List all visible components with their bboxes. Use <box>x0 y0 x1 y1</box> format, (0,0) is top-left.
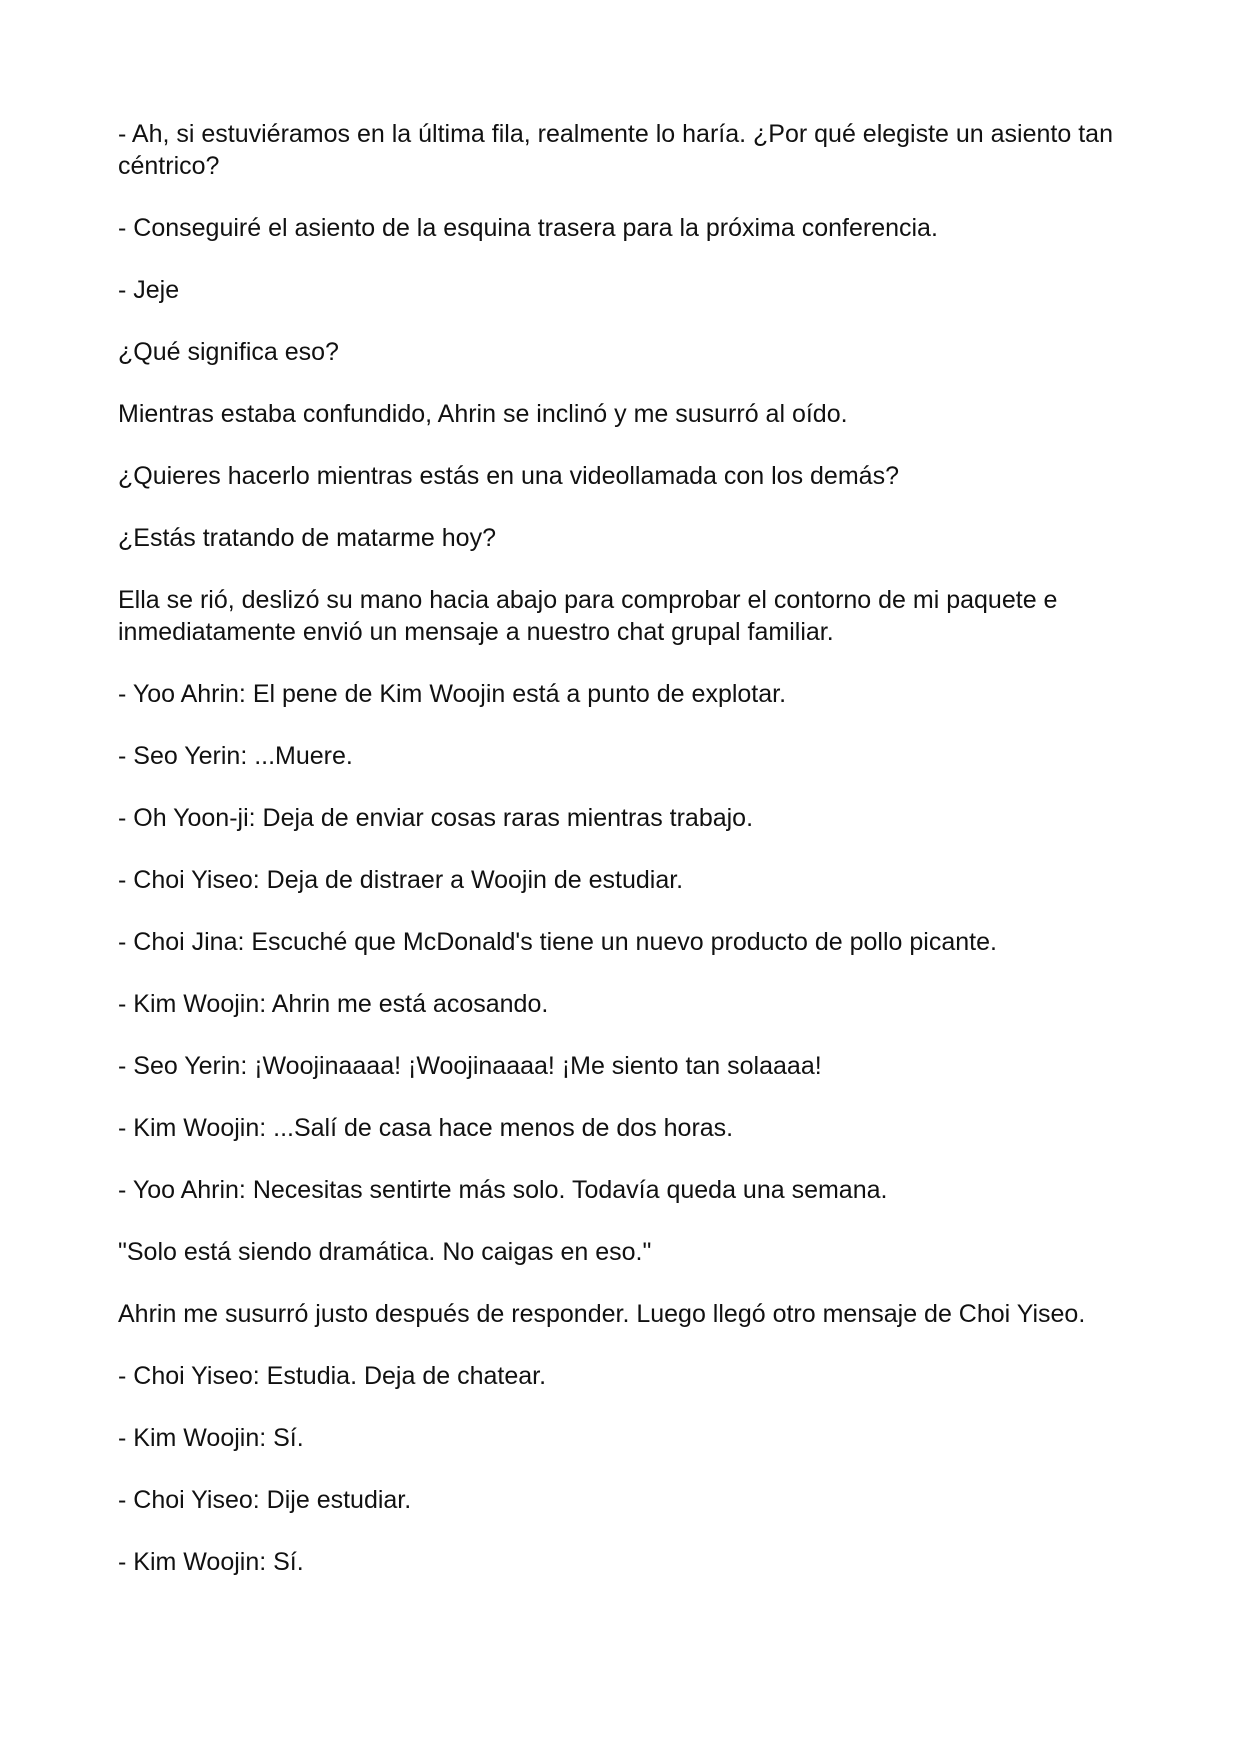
paragraph: ¿Estás tratando de matarme hoy? <box>118 524 496 552</box>
chat-message: - Kim Woojin: Sí. <box>118 1424 304 1452</box>
chat-message: - Kim Woojin: Sí. <box>118 1548 304 1576</box>
paragraph: - Ah, si estuviéramos en la última fila, realmente lo haría. ¿Por qué elegiste un asiento tan céntrico? <box>118 120 1113 180</box>
chat-message: - Kim Woojin: Ahrin me está acosando. <box>118 990 549 1018</box>
chat-message: - Choi Jina: Escuché que McDonald's tiene un nuevo producto de pollo picante. <box>118 928 997 956</box>
paragraph: "Solo está siendo dramática. No caigas en eso." <box>118 1238 652 1266</box>
paragraph: - Conseguiré el asiento de la esquina trasera para la próxima conferencia. <box>118 214 938 242</box>
chat-message: - Yoo Ahrin: El pene de Kim Woojin está a punto de explotar. <box>118 680 787 708</box>
chat-message: - Kim Woojin: ...Salí de casa hace menos de dos horas. <box>118 1114 734 1142</box>
chat-message: - Choi Yiseo: Deja de distraer a Woojin de estudiar. <box>118 866 684 894</box>
paragraph: Mientras estaba confundido, Ahrin se inclinó y me susurró al oído. <box>118 400 848 428</box>
paragraph: Ella se rió, deslizó su mano hacia abajo para comprobar el contorno de mi paquete e inmediatamente envió un mensaje a nuestro chat grupal familiar. <box>118 586 1058 646</box>
chat-message: - Choi Yiseo: Estudia. Deja de chatear. <box>118 1362 547 1390</box>
chat-message: - Yoo Ahrin: Necesitas sentirte más solo. Todavía queda una semana. <box>118 1176 888 1204</box>
paragraph: - Jeje <box>118 276 180 304</box>
chat-message: - Seo Yerin: ¡Woojinaaaa! ¡Woojinaaaa! ¡Me siento tan solaaaa! <box>118 1052 822 1080</box>
chat-message: - Oh Yoon-ji: Deja de enviar cosas raras mientras trabajo. <box>118 804 754 832</box>
chat-message: - Choi Yiseo: Dije estudiar. <box>118 1486 412 1514</box>
text-body <box>118 118 1131 1578</box>
paragraph: ¿Qué significa eso? <box>118 338 339 366</box>
paragraph: Ahrin me susurró justo después de responder. Luego llegó otro mensaje de Choi Yiseo. <box>118 1300 1086 1328</box>
chat-message: - Seo Yerin: ...Muere. <box>118 742 353 770</box>
paragraph: ¿Quieres hacerlo mientras estás en una videollamada con los demás? <box>118 462 899 490</box>
